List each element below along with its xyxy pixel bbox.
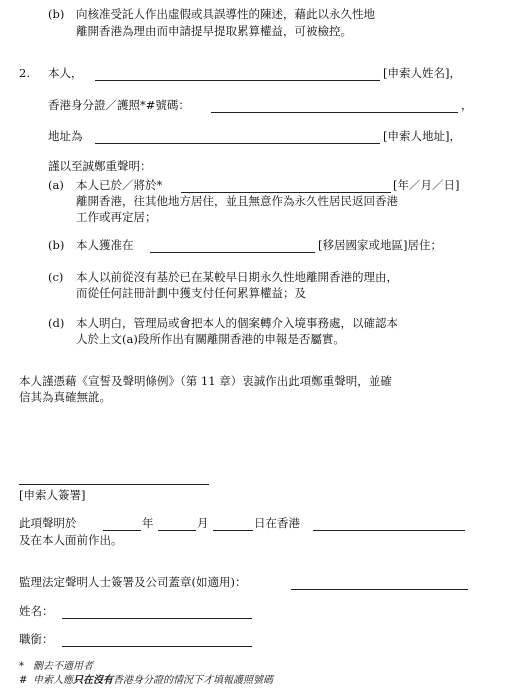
name-suffix: [申索人姓名]， — [383, 66, 461, 80]
declared-place-field[interactable] — [313, 530, 465, 531]
oath-line1: 本人謹憑藉《宣誓及聲明條例》（第 11 章）衷誠作出此項鄭重聲明，並確 — [19, 374, 392, 388]
footnote-hash-post: 香港身分證的情況下才填報護照號碼 — [113, 675, 273, 686]
item-a-suffix: [年／月／日] — [393, 178, 460, 192]
id-suffix: ， — [461, 98, 473, 112]
item-c-line1: 本人以前從沒有基於已在某較早日期永久性地離開香港的理由， — [76, 270, 398, 284]
supervisor-title-label: 職銜： — [19, 632, 54, 646]
signature-label: [申索人簽署] — [19, 488, 86, 502]
declared-line2: 及在本人面前作出。 — [19, 533, 123, 547]
item-b-prev-marker: (b) — [48, 7, 65, 21]
address-suffix: [申索人地址]， — [383, 129, 461, 143]
declared-prefix: 此項聲明於 — [19, 516, 77, 530]
id-label: 香港身分證／護照*#號碼： — [48, 98, 190, 112]
name-prefix: 本人， — [48, 66, 83, 80]
item-d-line1: 本人明白，管理局或會把本人的個案轉介入境事務處，以確認本 — [76, 316, 398, 330]
item-d-marker: (d) — [48, 316, 65, 330]
item-b-marker: (b) — [48, 238, 65, 252]
item-b-suffix: [移居國家或地區]居住； — [318, 238, 442, 252]
oath-line2: 信其為真確無訛。 — [19, 390, 111, 404]
item-b-prev-line1: 向核准受託人作出虛假或具誤導性的陳述，藉此以永久性地 — [76, 7, 375, 21]
footnote-star-text: 刪去不適用者 — [33, 661, 93, 672]
supervisor-title-field[interactable] — [62, 646, 252, 647]
footnote-hash-bold: 只在沒有 — [73, 675, 113, 686]
supervisor-signature-field[interactable] — [291, 589, 468, 590]
section-number: 2. — [19, 66, 30, 80]
item-d-line2: 人於上文(a)段所作出有關離開香港的申報是否屬實。 — [76, 332, 345, 346]
id-number-field[interactable] — [211, 112, 458, 113]
footnote-hash-text — [33, 675, 273, 688]
item-a-line2: 離開香港，往其他地方居住，並且無意作為永久性居民返回香港 — [76, 194, 398, 208]
departure-date-field[interactable] — [181, 192, 391, 193]
supervisor-label: 監理法定聲明人士簽署及公司蓋章(如適用)： — [19, 575, 247, 589]
destination-field[interactable] — [150, 252, 315, 253]
address-field[interactable] — [95, 143, 380, 144]
declared-month-field[interactable] — [158, 530, 196, 531]
footnote-hash-mark: # — [19, 675, 28, 686]
declare-heading: 謹以至誠鄭重聲明： — [48, 159, 152, 173]
item-a-line3: 工作或再定居； — [76, 210, 157, 224]
declared-year-label: 年 — [142, 516, 154, 530]
item-a-prefix: 本人已於／將於* — [76, 178, 163, 192]
supervisor-name-field[interactable] — [62, 618, 252, 619]
footnote-star-mark: * — [19, 661, 24, 672]
item-b-prefix: 本人獲准在 — [76, 238, 134, 252]
declared-month-label: 月 — [197, 516, 209, 530]
declared-year-field[interactable] — [103, 530, 141, 531]
footnote-hash-pre: 申索人應 — [33, 675, 73, 686]
supervisor-name-label: 姓名： — [19, 604, 54, 618]
signature-field[interactable] — [19, 484, 209, 485]
declared-day-field[interactable] — [213, 530, 253, 531]
declared-day-label: 日在香港 — [254, 516, 300, 530]
address-label: 地址為 — [48, 129, 83, 143]
item-c-line2: 而從任何註冊計劃中獲支付任何累算權益；及 — [76, 286, 306, 300]
claimant-name-field[interactable] — [95, 80, 380, 81]
item-b-prev-line2: 離開香港為理由而申請提早提取累算權益，可被檢控。 — [76, 24, 352, 38]
item-a-marker: (a) — [48, 178, 64, 192]
item-c-marker: (c) — [48, 270, 64, 284]
